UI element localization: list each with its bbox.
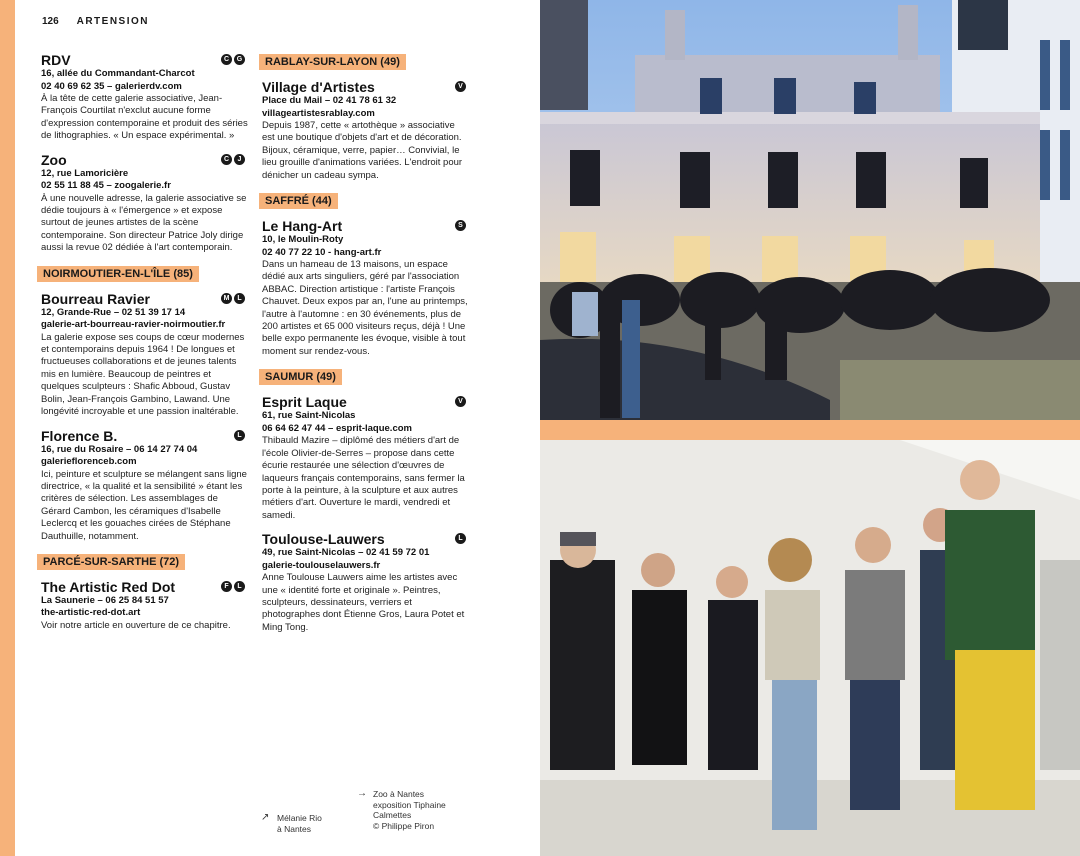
gallery-name: The Artistic Red Dot: [41, 578, 176, 595]
gallery-address: La Saunerie – 06 25 84 51 57: [41, 594, 169, 606]
listing-entry: [41, 428, 249, 543]
gallery-contact: 02 40 77 22 10 - hang-art.fr: [262, 246, 382, 258]
photo-separator: [540, 420, 1080, 440]
category-badge-icon: C: [221, 54, 232, 65]
section-noirmoutier: NOIRMOUTIER-EN-L'ÎLE (85): [37, 266, 199, 282]
entries-group-nantes: [41, 52, 249, 255]
gallery-contact: 06 64 62 47 44 – esprit-laque.com: [262, 422, 412, 434]
category-badges: [221, 154, 245, 165]
gallery-address: 12, Grande-Rue – 02 51 39 17 14: [41, 306, 186, 318]
gallery-name: Village d'Artistes: [262, 79, 375, 95]
gallery-description: Dans un hameau de 13 maisons, un espace dédié aux arts singuliers, géré par l'association ABBAC. Direction artistique : l'artiste François Chauvet. Deux expos par an, l'une au printemps, l'autre à l'automne : en 30 événements, plus de 200 artistes et 65 000 visiteurs reçus, déjà ! Une belle expo permanente les évoque, visible à tout moment sur rendez-vous.: [262, 259, 468, 357]
gallery-address: 16, allée du Commandant-Charcot: [41, 68, 195, 79]
category-badge-icon: F: [221, 581, 232, 592]
entries-group-parce: [41, 579, 249, 632]
caption-photo-1: [261, 812, 322, 834]
arrow-right-icon: →: [357, 788, 367, 799]
listing-entry: [41, 52, 249, 143]
category-badge-icon: G: [234, 54, 245, 65]
magazine-name: ARTENSION: [76, 16, 150, 27]
gallery-contact: 02 40 69 62 35 – galerierdv.com: [41, 80, 182, 92]
category-badge-icon: L: [234, 430, 245, 441]
section-saumur: SAUMUR (49): [259, 369, 342, 385]
category-badge-icon: S: [455, 220, 466, 231]
category-badges: [234, 430, 245, 441]
photo-galerie-facade: [540, 0, 1080, 420]
gallery-description: Ici, peinture et sculpture se mélangent sans ligne directrice, « la qualité et la sensibilité » étant les critères de sélection. Les assemblages de Gérard Cambon, les céramiques d'Isabelle Leclercq et les gouaches cirées de Stéphane Dauthuille, notamment.: [41, 468, 247, 542]
category-badges: [455, 220, 466, 231]
gallery-name: RDV: [41, 52, 71, 68]
listing-entry: [262, 394, 470, 522]
entries-group-rablay: [262, 79, 470, 182]
category-badge-icon: J: [234, 154, 245, 165]
listing-entry: [262, 531, 470, 634]
gallery-name: Bourreau Ravier: [41, 290, 150, 307]
caption-photo-2: [357, 788, 446, 831]
gallery-address: 12, rue Lamoricière: [41, 167, 129, 179]
entries-group-saffre: [262, 218, 470, 358]
gallery-address: 10, le Moulin-Roty: [262, 234, 344, 246]
gallery-description: À une nouvelle adresse, la galerie associative se dédie toujours à « l'émergence » et expose surtout de jeunes artistes de la scène contemporaine. Son directeur Patrice Joly dirige aussi la revue 02 dédiée à l'art contemporain.: [41, 192, 247, 254]
gallery-description: Voir notre article en ouverture de ce chapitre.: [41, 619, 231, 631]
category-badges: [221, 581, 245, 592]
gallery-name: Le Hang-Art: [262, 218, 343, 235]
caption-line: Mélanie Rio: [277, 813, 322, 823]
category-badges: [455, 81, 466, 92]
category-badge-icon: V: [455, 81, 466, 92]
caption-line: à Nantes: [277, 823, 312, 834]
gallery-contact: villageartistesrablay.com: [262, 107, 375, 119]
gallery-description: Thibauld Mazire – diplômé des métiers d'art de l'école Olivier-de-Serres – propose dans cette écurie restaurée une sélection d'œuvres de laqueurs français contemporains, sans fermer la porte à la peinture, à la sculpture et aux autres métiers d'art. Ouverture le mardi, vendredi et samedi.: [262, 435, 465, 521]
category-badge-icon: L: [234, 293, 245, 304]
gallery-name: Zoo: [41, 151, 67, 168]
gallery-address: 61, rue Saint-Nicolas: [262, 410, 356, 422]
category-badges: [455, 533, 466, 544]
gallery-description: À la tête de cette galerie associative, Jean-François Courtilat n'exclut aucune forme d'expression contemporaine et produit des séries de lithographies. « Un espace expérimental. »: [41, 93, 248, 142]
gallery-contact: galerie-art-bourreau-ravier-noirmoutier.fr: [41, 319, 226, 331]
gallery-name: Esprit Laque: [262, 394, 347, 411]
category-badges: [221, 293, 245, 304]
section-saffre: SAFFRÉ (44): [259, 193, 338, 209]
gallery-description: La galerie expose ses coups de cœur modernes et contemporains depuis 1964 ! De longues et fructueuses collaborations et de jeunes talents mis en lumière. Beaucoup de peintres et quelques sculpteurs : Shafic Abboud, Gustav Bolin, Jean-François Gambino, Lawand. Une longévité incroyable et une passion inaltérable.: [41, 331, 245, 418]
gallery-contact: galerie-toulouselauwers.fr: [262, 559, 381, 571]
listing-entry: [41, 291, 249, 419]
gallery-contact: the-artistic-red-dot.art: [41, 607, 141, 619]
category-badges: [455, 396, 466, 407]
gallery-address: Place du Mail – 02 41 78 61 32: [262, 95, 397, 106]
listing-entry: [41, 152, 249, 255]
gallery-name: Florence B.: [41, 427, 118, 444]
caption-line: Zoo à Nantes: [373, 789, 425, 799]
photo-zoo-exposition: [540, 440, 1080, 856]
category-badge-icon: C: [221, 154, 232, 165]
category-badges: [221, 54, 245, 65]
section-rablay: RABLAY-SUR-LAYON (49): [259, 54, 406, 70]
facade-illustration: [540, 0, 1080, 420]
gallery-description: Anne Toulouse Lauwers aime les artistes avec une « identité forte et originale ». Peintres, sculpteurs, dessinateurs, verriers et photographes dont Étienne Gros, Laura Potet et Ming Tong.: [262, 572, 465, 633]
category-badge-icon: V: [455, 396, 466, 407]
entries-group-noirmoutier: [41, 291, 249, 543]
caption-line: Calmettes: [373, 810, 412, 820]
arrow-up-right-icon: ↗: [261, 812, 270, 823]
category-badge-icon: L: [455, 533, 466, 544]
category-badge-icon: L: [234, 581, 245, 592]
caption-line: © Philippe Piron: [373, 820, 435, 831]
entries-group-saumur: [262, 394, 470, 634]
page-number: 126: [42, 16, 59, 27]
gallery-address: 16, rue du Rosaire – 06 14 27 74 04: [41, 443, 198, 455]
column-left: [41, 52, 249, 641]
gallery-contact: galerieflorenceb.com: [41, 456, 137, 467]
caption-line: exposition Tiphaine: [373, 799, 446, 810]
exhibition-illustration: [540, 440, 1080, 856]
column-right: [262, 52, 470, 643]
listing-entry: [262, 79, 470, 182]
category-badge-icon: M: [221, 293, 232, 304]
listing-entry: [262, 218, 470, 358]
gallery-description: Depuis 1987, cette « artothèque » associative est une boutique d'objets d'art et de décoration. Bijoux, céramique, verre, papier… Convivial, le lieu grouille d'animations variées. L'endroit pour dénicher un cadeau sympa.: [262, 120, 463, 181]
listing-entry: [41, 579, 249, 632]
running-header: [42, 16, 149, 27]
section-parce: PARCÉ-SUR-SARTHE (72): [37, 554, 185, 570]
gallery-contact: 02 55 11 88 45 – zoogalerie.fr: [41, 180, 171, 192]
page-edge-accent: [0, 0, 15, 856]
gallery-address: 49, rue Saint-Nicolas – 02 41 59 72 01: [262, 547, 430, 559]
gallery-name: Toulouse-Lauwers: [262, 531, 385, 548]
